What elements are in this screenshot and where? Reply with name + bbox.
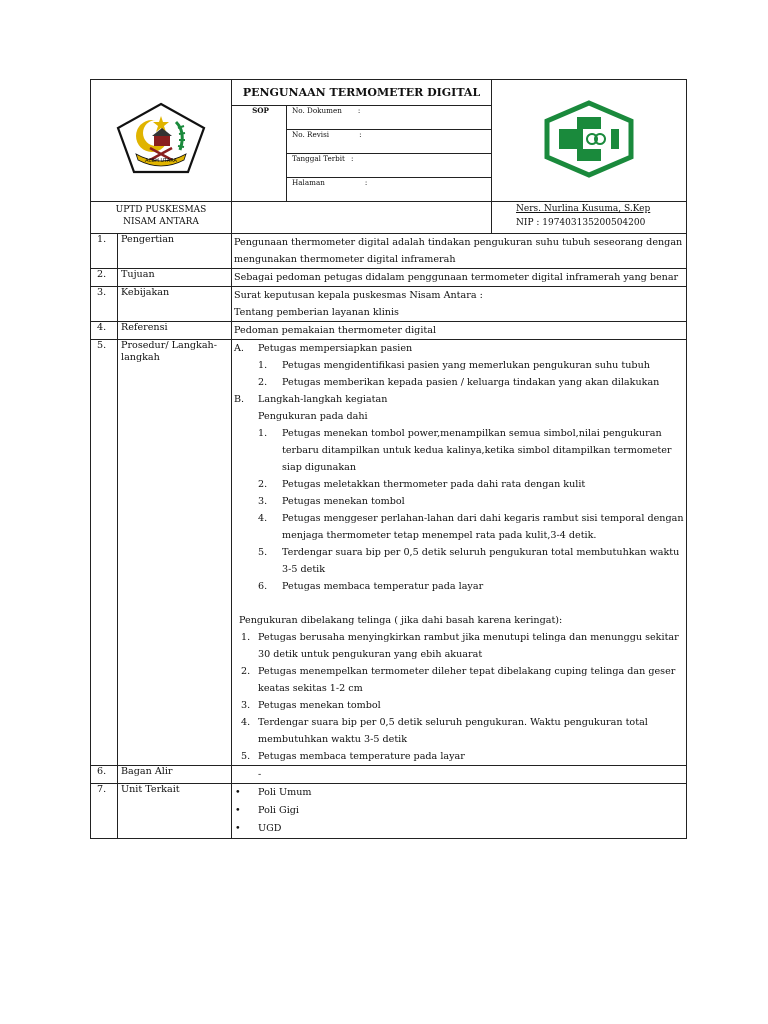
list-item: • Poli Umum	[234, 784, 684, 802]
row-number: 5.	[91, 340, 118, 766]
signer-nip: NIP : 197403135200504200	[516, 218, 646, 229]
organization-name	[91, 202, 232, 234]
signer-name: Ners. Nurlina Kusuma, S.Kep	[516, 204, 651, 214]
kebijakan-line-1: Surat keputusan kepala puskesmas Nisam Antara :	[234, 290, 483, 301]
row-number: 7.	[91, 784, 118, 839]
row-number: 6.	[91, 766, 118, 784]
list-item: 5. Terdengar suara bip per 0,5 detik seluruh pengukuran total membutuhkan waktu 3-5 detik	[258, 547, 680, 575]
regency-logo-cell	[91, 80, 232, 202]
row-label: Bagan Alir	[118, 766, 232, 784]
row-content: Pengunaan thermometer digital adalah tindakan pengukuran suhu tubuh seseorang dengan mengunakan thermometer digital inframerah	[232, 234, 687, 269]
row-number: 2.	[91, 269, 118, 287]
meta-halaman: Halaman :	[287, 178, 492, 202]
row-prosedur	[91, 340, 687, 766]
list-item: 1. Petugas berusaha menyingkirkan rambut jika menutupi telinga dan menunggu sekitar 30 detik untuk pengukuran yang ebih akuarat	[241, 632, 679, 660]
section-b-steps	[234, 425, 684, 595]
sop-content-table	[90, 233, 687, 839]
procedure-content	[232, 340, 687, 766]
row-bagan-alir	[91, 766, 687, 784]
list-item: 2. Petugas meletakkan thermometer pada dahi rata dengan kulit	[258, 479, 586, 490]
section-b-title: B. Langkah-langkah kegiatan	[234, 394, 388, 405]
org-line-2: NISAM ANTARA	[123, 216, 199, 227]
row-content	[232, 784, 687, 839]
row-content: Sebagai pedoman petugas didalam penggunaan termometer digital inframerah yang benar	[232, 269, 687, 287]
list-item: 6. Petugas membaca temperatur pada layar	[258, 581, 484, 592]
row-content: -	[232, 766, 687, 784]
list-item: 1. Petugas menekan tombol power,menampilkan semua simbol,nilai pengukuran terbaru ditampilkan untuk kedua kalinya,ketika simbol ditampilkan termometer siap digunakan	[258, 428, 672, 473]
sop-header-table	[90, 79, 687, 234]
kebijakan-line-2: Tentang pemberian layanan klinis	[234, 307, 399, 318]
section-a-title: A. Petugas mempersiapkan pasien	[234, 343, 413, 354]
row-label: Prosedur/ Langkah-langkah	[118, 340, 232, 766]
row-label: Referensi	[118, 322, 232, 340]
list-item: 3. Petugas menekan tombol	[258, 496, 405, 507]
row-tujuan	[91, 269, 687, 287]
section-a-steps	[234, 357, 684, 391]
list-item: 4. Petugas menggeser perlahan-lahan dari dahi kegaris rambut sisi temporal dengan menjaga thermometer tetap menempel rata pada kulit,3-4 detik.	[258, 513, 684, 541]
list-item: 4. Terdengar suara bip per 0,5 detik seluruh pengukuran. Waktu pengukuran total membutuhkan waktu 3-5 detik	[241, 717, 648, 745]
unit-list	[234, 784, 684, 838]
row-number: 4.	[91, 322, 118, 340]
row-label: Pengertian	[118, 234, 232, 269]
list-item: 2. Petugas menempelkan termometer dileher tepat dibelakang cuping telinga dan geser keatas sekitas 1-2 cm	[241, 666, 676, 694]
row-pengertian	[91, 234, 687, 269]
aceh-utara-logo-icon	[114, 102, 208, 176]
row-content	[232, 287, 687, 322]
row-content: Pedoman pemakaian thermometer digital	[232, 322, 687, 340]
list-item: 1. Petugas mengidentifikasi pasien yang memerlukan pengukuran suhu tubuh	[258, 360, 650, 371]
row-label: Unit Terkait	[118, 784, 232, 839]
empty-header-cell	[232, 202, 492, 234]
row-kebijakan	[91, 287, 687, 322]
sop-label: SOP	[232, 106, 287, 202]
puskesmas-logo-cell	[492, 80, 687, 202]
meta-tanggal-terbit: Tanggal Terbit :	[287, 154, 492, 178]
list-item: • Poli Gigi	[234, 802, 684, 820]
row-label: Kebijakan	[118, 287, 232, 322]
list-item: • UGD	[234, 820, 684, 838]
list-item: 3. Petugas menekan tombol	[241, 700, 381, 711]
signature-block	[492, 202, 687, 234]
meta-no-dokumen: No. Dokumen :	[287, 106, 492, 130]
section-b-subtitle: Pengukuran pada dahi	[258, 411, 368, 422]
row-number: 1.	[91, 234, 118, 269]
section-c-title: Pengukuran dibelakang telinga ( jika dahi basah karena keringat):	[239, 615, 563, 626]
sop-document	[90, 79, 686, 839]
row-label: Tujuan	[118, 269, 232, 287]
row-number: 3.	[91, 287, 118, 322]
puskesmas-cross-logo-icon	[539, 99, 639, 179]
row-referensi	[91, 322, 687, 340]
section-c-steps	[234, 629, 684, 765]
list-item: 5. Petugas membaca temperature pada layar	[241, 751, 465, 762]
row-unit-terkait	[91, 784, 687, 839]
list-item: 2. Petugas memberikan kepada pasien / keluarga tindakan yang akan dilakukan	[258, 377, 660, 388]
meta-no-revisi: No. Revisi :	[287, 130, 492, 154]
document-title: PENGUNAAN TERMOMETER DIGITAL	[232, 80, 492, 106]
org-line-1: UPTD PUSKESMAS	[115, 205, 207, 215]
logo-banner-text: ACEH UTARA	[145, 157, 177, 164]
